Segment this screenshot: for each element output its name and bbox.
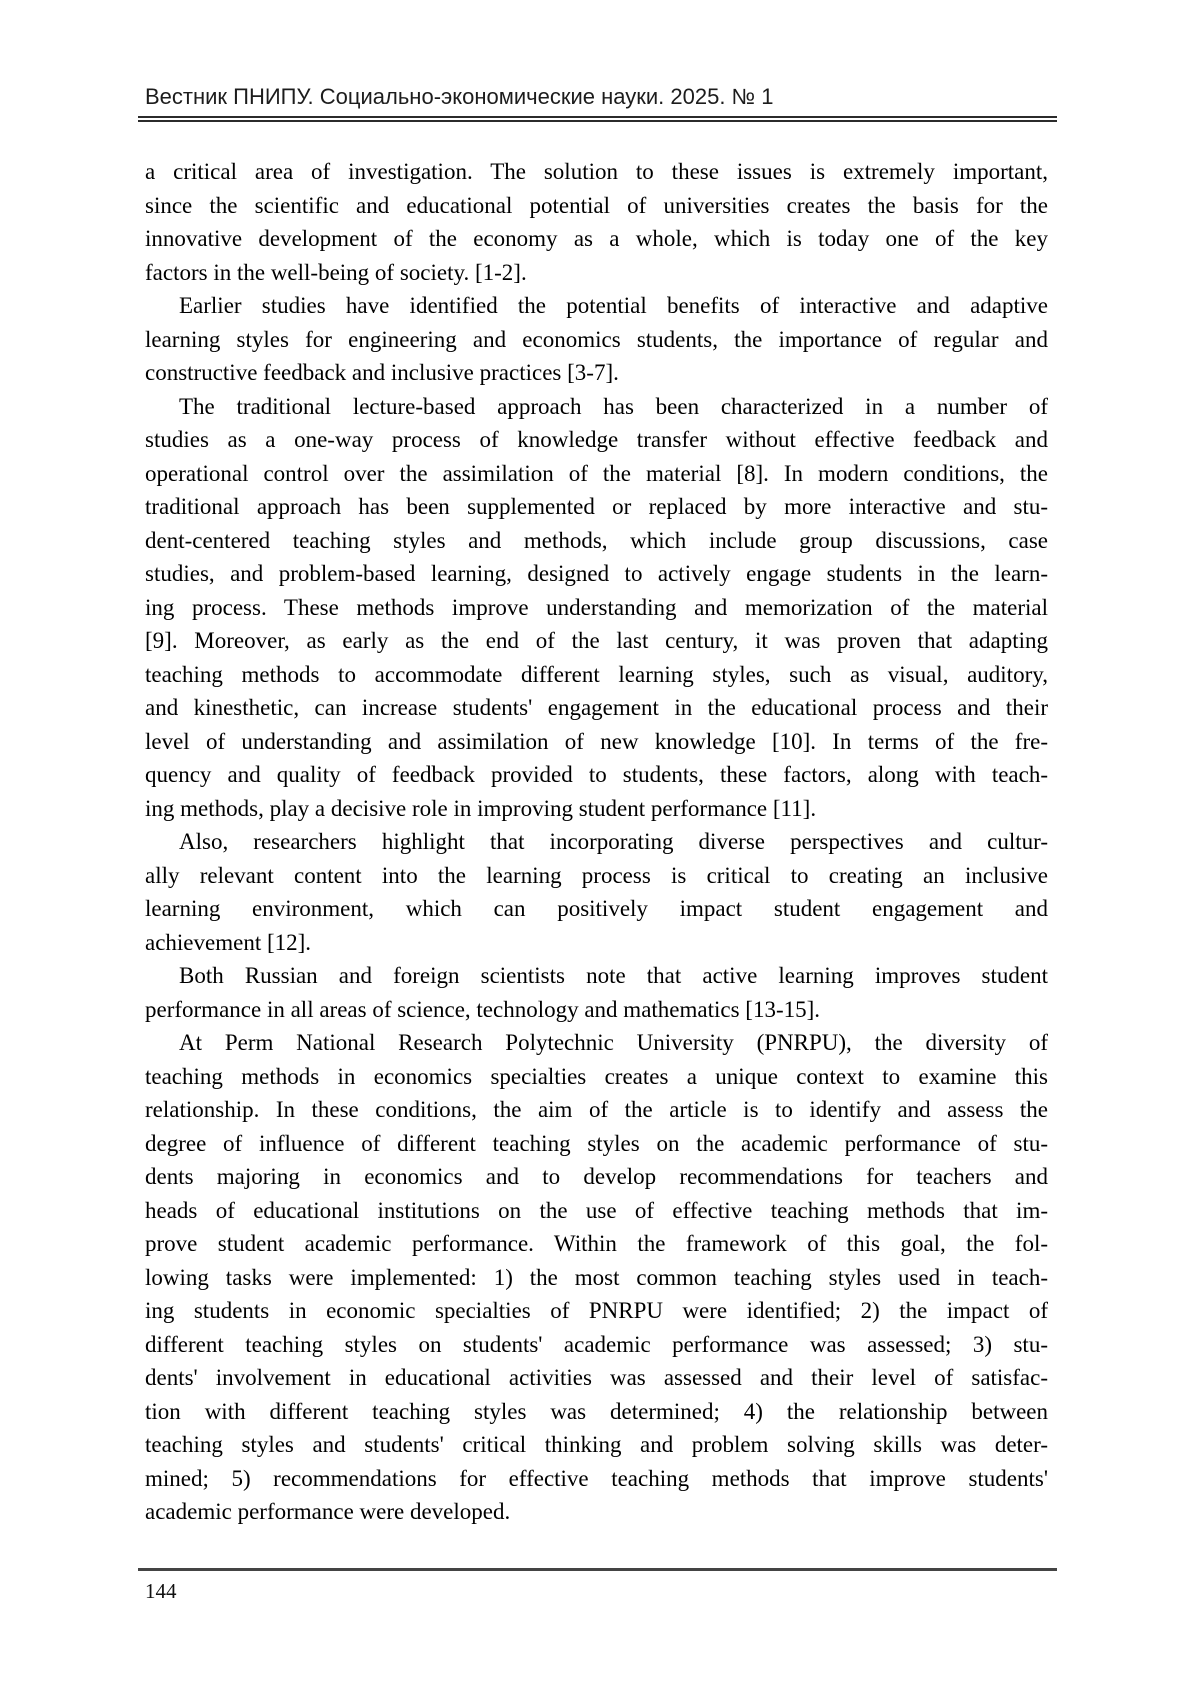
text-line: [9]. Moreover, as early as the end of the last century, it was proven that adapting bbox=[145, 628, 1048, 653]
text-line: studies, and problem-based learning, designed to actively engage students in the learn- bbox=[145, 561, 1048, 586]
text-line: ing students in economic specialties of PNRPU were identified; 2) the impact of bbox=[145, 1298, 1048, 1323]
paragraph bbox=[145, 1026, 1048, 1529]
running-header-title: Вестник ПНИПУ. Социально-экономические науки. 2025. № 1 bbox=[145, 84, 774, 109]
text-line: relationship. In these conditions, the aim of the article is to identify and assess the bbox=[145, 1097, 1048, 1122]
text-line: At Perm National Research Polytechnic University (PNRPU), the diversity of bbox=[179, 1030, 1048, 1055]
text-line: ing process. These methods improve understanding and memorization of the material bbox=[145, 594, 1048, 620]
paragraph bbox=[145, 289, 1048, 390]
text-line: tion with different teaching styles was determined; 4) the relationship between bbox=[145, 1398, 1048, 1424]
paragraph bbox=[145, 155, 1048, 289]
text-line: degree of influence of different teaching styles on the academic performance of stu- bbox=[145, 1130, 1048, 1156]
text-line: level of understanding and assimilation of new knowledge [10]. In terms of the fre- bbox=[145, 728, 1048, 754]
text-line: operational control over the assimilation of the material [8]. In modern conditions, the bbox=[145, 460, 1048, 486]
text-line: teaching methods in economics specialties creates a unique context to examine this bbox=[145, 1063, 1048, 1089]
text-line: quency and quality of feedback provided to students, these factors, along with teach- bbox=[145, 762, 1048, 787]
text-line: different teaching styles on students' academic performance was assessed; 3) stu- bbox=[145, 1331, 1048, 1357]
text-line: factors in the well-being of society. [1-2]. bbox=[145, 259, 527, 285]
text-line: since the scientific and educational potential of universities creates the basis for the bbox=[145, 192, 1048, 218]
text-line: innovative development of the economy as a whole, which is today one of the key bbox=[145, 226, 1048, 251]
article-body bbox=[145, 155, 1048, 1529]
text-line: teaching methods to accommodate different learning styles, such as visual, auditory, bbox=[145, 661, 1048, 687]
page-number: 144 bbox=[145, 1579, 177, 1603]
text-line: academic performance were developed. bbox=[145, 1499, 511, 1524]
page-content bbox=[138, 0, 1057, 1705]
text-line: and kinesthetic, can increase students' engagement in the educational process and their bbox=[145, 695, 1048, 720]
text-line: performance in all areas of science, technology and mathematics [13-15]. bbox=[145, 996, 821, 1022]
text-line: dents' involvement in educational activities was assessed and their level of satisfac- bbox=[145, 1365, 1048, 1390]
text-line: dents majoring in economics and to develop recommendations for teachers and bbox=[145, 1164, 1048, 1189]
paragraph bbox=[145, 825, 1048, 959]
text-line: studies as a one-way process of knowledge transfer without effective feedback and bbox=[145, 427, 1048, 452]
text-line: lowing tasks were implemented: 1) the most common teaching styles used in teach- bbox=[145, 1264, 1048, 1290]
text-line: learning styles for engineering and economics students, the importance of regular and bbox=[145, 326, 1048, 352]
text-line: achievement [12]. bbox=[145, 929, 312, 955]
text-line: traditional approach has been supplemented or replaced by more interactive and stu- bbox=[145, 494, 1048, 519]
text-line: ing methods, play a decisive role in improving student performance [11]. bbox=[145, 795, 817, 821]
text-line: ally relevant content into the learning process is critical to creating an inclusive bbox=[145, 862, 1048, 888]
text-line: prove student academic performance. Within the framework of this goal, the fol- bbox=[145, 1231, 1048, 1256]
paragraph bbox=[145, 390, 1048, 826]
text-line: heads of educational institutions on the use of effective teaching methods that im- bbox=[145, 1197, 1048, 1223]
header-double-rule bbox=[138, 116, 1057, 122]
text-line: constructive feedback and inclusive practices [3-7]. bbox=[145, 360, 619, 385]
text-line: Earlier studies have identified the potential benefits of interactive and adaptive bbox=[179, 293, 1048, 318]
text-line: Both Russian and foreign scientists note that active learning improves student bbox=[179, 963, 1048, 988]
text-line: dent-centered teaching styles and methods, which include group discussions, case bbox=[145, 527, 1048, 553]
paragraph bbox=[145, 959, 1048, 1026]
footer-rule bbox=[138, 1568, 1057, 1571]
text-line: Also, researchers highlight that incorporating diverse perspectives and cultur- bbox=[179, 829, 1048, 854]
text-line: teaching styles and students' critical thinking and problem solving skills was deter- bbox=[145, 1432, 1048, 1457]
text-line: learning environment, which can positively impact student engagement and bbox=[145, 896, 1048, 921]
text-line: a critical area of investigation. The solution to these issues is extremely important, bbox=[145, 159, 1048, 184]
text-line: mined; 5) recommendations for effective teaching methods that improve students' bbox=[145, 1465, 1048, 1491]
text-line: The traditional lecture-based approach has been characterized in a number of bbox=[179, 393, 1048, 419]
